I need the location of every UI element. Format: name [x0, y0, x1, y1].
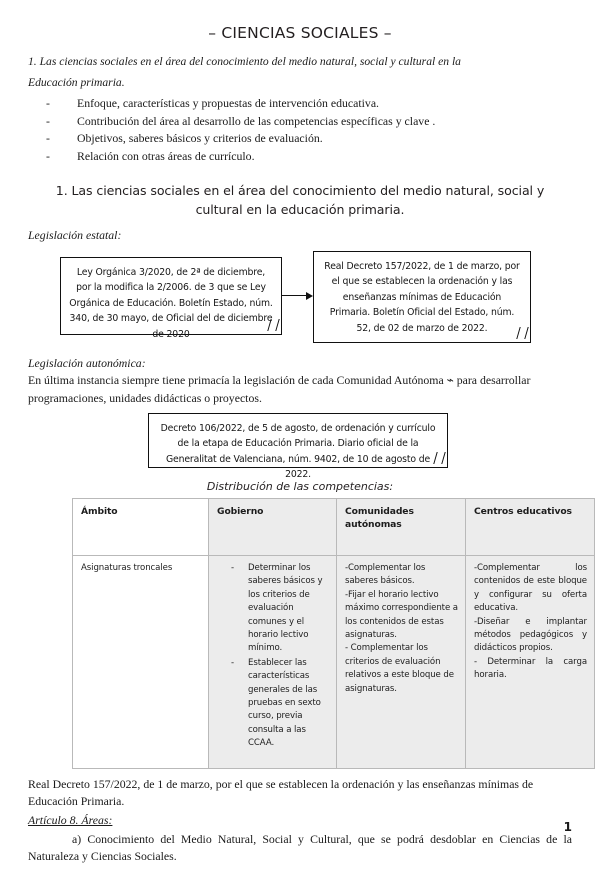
note-box-real-decreto-text: Real Decreto 157/2022, de 1 de marzo, por el que se establecen la ordenación y las enseñanzas mínimas de Educación Primaria. Boletín Oficial del Estado, núm. 52, de 02 de marzo de 2022. — [324, 261, 520, 334]
bullet-dash: - — [46, 113, 50, 128]
topic-line-1: 1. Las ciencias sociales en el área del conocimiento del medio natural, social y cultural en la — [28, 55, 461, 68]
table-header-row — [73, 499, 595, 556]
document-page — [0, 24, 600, 872]
section-heading — [40, 181, 560, 219]
note-box-real-decreto — [313, 251, 531, 343]
table-header-ambito: Ámbito — [73, 499, 209, 556]
list-item — [46, 148, 600, 166]
note-box-ley-organica-text: Ley Orgánica 3/2020, de 2ª de diciembre, por la modifica la 2/2006. de 3 que se Ley Orgánica de Educación. Boletín Estado, núm. 340, de 30 mayo, de Oficial del de diciembre de 2020 — [69, 267, 273, 340]
note-box-decreto-text: Decreto 106/2022, de 5 de agosto, de ordenación y currículo de la etapa de Educación Primaria. Diario oficial de la Generalitat de Valenciana, núm. 9402, de 10 de agosto de 2022. — [160, 423, 436, 481]
note-box-decreto — [148, 413, 448, 481]
table-caption: Distribución de las competencias: — [206, 480, 394, 493]
arrow-connector-icon — [282, 295, 313, 297]
list-item: - Complementar los criterios de evaluación relativos a este bloque de asignaturas. — [345, 643, 454, 694]
bullet-dash: - — [46, 131, 50, 145]
state-legislation-label: Legislación estatal: — [28, 228, 122, 242]
list-item: -Complementar los contenidos de este bloque y configurar su oferta educativa. — [474, 563, 587, 614]
centros-list — [474, 562, 587, 683]
page-number: 1 — [563, 820, 572, 834]
comunidades-list — [345, 562, 458, 696]
decreto-reference: Real Decreto 157/2022, de 1 de marzo, por el que se establecen la ordenación y las enseñanzas mínimas de Educación Primaria. — [28, 777, 534, 808]
list-item — [46, 130, 600, 148]
topic-bullet-list — [0, 95, 600, 165]
section-heading-line-1: 1. Las ciencias sociales en el área del conocimiento del medio natural, social y cultural en la — [55, 183, 545, 217]
regional-legislation-label: Legislación autonómica: — [28, 356, 146, 370]
bullet-dash: - — [231, 657, 235, 668]
table-header-gobierno: Gobierno — [209, 499, 337, 556]
arrow-head — [306, 292, 313, 300]
table-header-centros: Centros educativos — [466, 499, 595, 556]
table-header-comunidades: Comunidades autónomas — [337, 499, 466, 556]
table-cell-ambito: Asignaturas troncales — [73, 556, 209, 769]
page-fold-icon — [433, 452, 444, 465]
list-item: - Determinar la carga horaria. — [474, 656, 587, 681]
article-heading-wrap — [28, 810, 572, 829]
section-heading-line-2: educación primaria. — [280, 202, 405, 217]
article-item-a: a) Conocimiento del Medio Natural, Social y Cultural, que se podrá desdoblar en Ciencias de la Naturaleza y Ciencias Sociales. — [28, 832, 572, 863]
regional-legislation-diagram — [0, 413, 600, 481]
list-item — [46, 95, 600, 113]
page-fold-icon — [267, 319, 278, 332]
list-item-label: Enfoque, características y propuestas de intervención educativa. — [77, 96, 380, 110]
list-item-label: Objetivos, saberes básicos y criterios de evaluación. — [77, 131, 323, 145]
list-item — [231, 562, 329, 656]
list-item-label: Determinar los saberes básicos y los criterios de evaluación comunes y el horario lectivo mínimo. — [248, 563, 323, 654]
list-item — [231, 657, 329, 751]
state-legislation-diagram — [0, 251, 600, 347]
table-cell-gobierno — [209, 556, 337, 769]
topic-subheading — [0, 51, 600, 93]
bullet-dash: - — [46, 96, 50, 110]
list-item: -Diseñar e implantar métodos pedagógicos y didácticos propios. — [474, 616, 587, 654]
page-fold-icon — [516, 327, 527, 340]
article-heading: Artículo 8. Áreas: — [28, 813, 113, 827]
topic-line-2: Educación primaria. — [28, 76, 125, 89]
page-title: – CIENCIAS SOCIALES – — [208, 24, 392, 42]
bottom-text-block — [0, 776, 600, 865]
note-box-ley-organica — [60, 257, 282, 340]
bullet-dash: - — [46, 148, 50, 163]
list-item-label: Contribución del área al desarrollo de las competencias específicas y clave . — [77, 113, 436, 128]
table-row — [73, 556, 595, 769]
list-item-label: Establecer las características generales de las pruebas en sexto curso, previa consulta a las CCAA. — [248, 657, 321, 749]
list-item: -Complementar los saberes básicos. — [345, 563, 426, 587]
list-item: -Fijar el horario lectivo máximo correspondiente a los contenidos de estas asignaturas. — [345, 589, 458, 641]
list-item-label: Relación con otras áreas de currículo. — [77, 148, 255, 163]
table-cell-centros — [466, 556, 595, 769]
gobierno-list — [217, 562, 329, 751]
list-item — [46, 113, 600, 131]
bullet-dash: - — [231, 563, 235, 573]
regional-legislation-paragraph: En última instancia siempre tiene primacía la legislación de cada Comunidad Autónoma ⌁ para desarrollar programaciones, unidades didácticas o proyectos. — [28, 373, 531, 405]
competencies-table — [72, 498, 595, 769]
table-cell-comunidades — [337, 556, 466, 769]
